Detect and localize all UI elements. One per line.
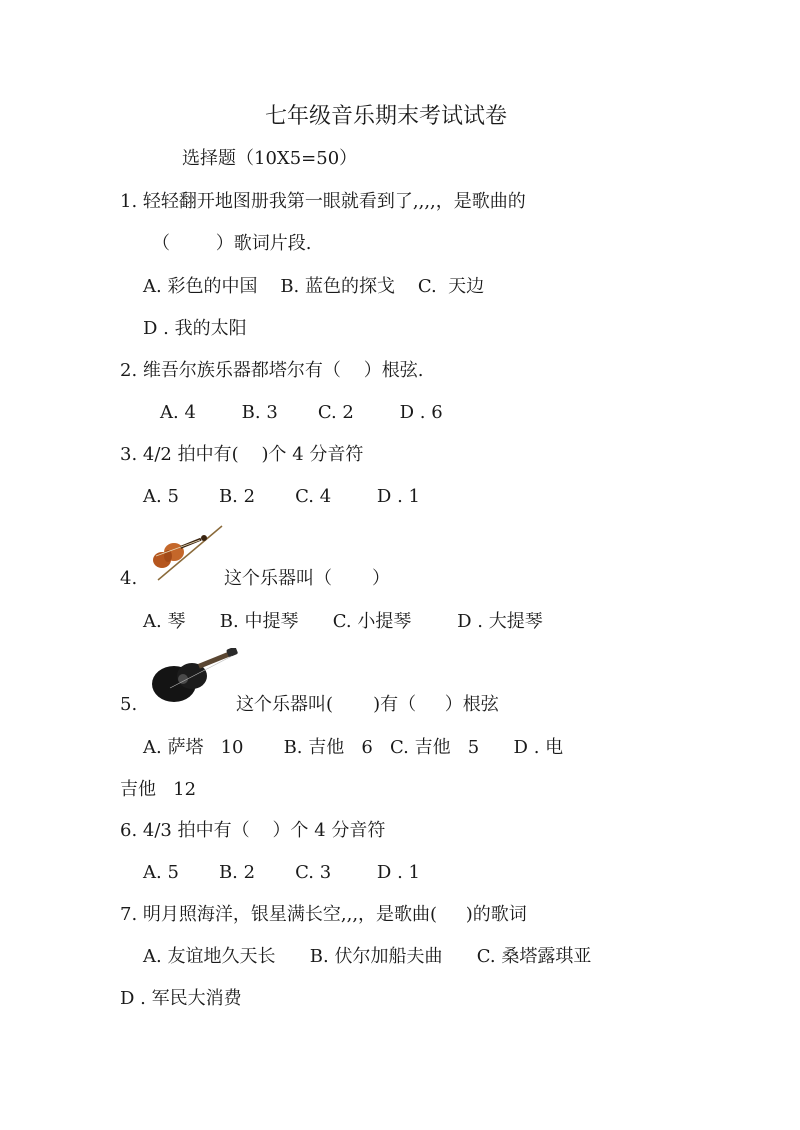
question-7-options-cont: D . 军民大消费 — [120, 988, 242, 1009]
question-6-text: 6. 4/3 拍中有（ ）个 4 分音符 — [120, 820, 386, 841]
question-6-options: A. 5 B. 2 C. 3 D . 1 — [143, 862, 420, 883]
section-heading: 选择题（10X5=50） — [182, 148, 358, 169]
question-1-text: 1. 轻轻翻开地图册我第一眼就看到了,,,,，是歌曲的 — [120, 191, 526, 212]
question-3-text: 3. 4/2 拍中有( )个 4 分音符 — [120, 444, 364, 465]
question-7-options: A. 友谊地久天长 B. 伏尔加船夫曲 C. 桑塔露琪亚 — [143, 946, 592, 967]
question-7-text: 7. 明月照海洋，银星满长空,,,，是歌曲( )的歌词 — [120, 904, 527, 925]
question-4-text: 这个乐器叫（ ） — [224, 568, 391, 589]
exam-title: 七年级音乐期末考试试卷 — [265, 104, 508, 129]
question-1-options-cont: D . 我的太阳 — [143, 318, 247, 339]
question-1-text-cont: （ ）歌词片段. — [152, 233, 312, 254]
acoustic-guitar-image — [150, 648, 238, 710]
question-1-options: A. 彩色的中国 B. 蓝色的探戈 C. 天边 — [143, 276, 485, 297]
question-4-number: 4. — [120, 568, 138, 589]
question-5-text: 这个乐器叫( )有（ ）根弦 — [236, 694, 499, 715]
question-3-options: A. 5 B. 2 C. 4 D . 1 — [143, 486, 420, 507]
violin-image — [150, 522, 226, 584]
question-5-options: A. 萨塔 10 B. 吉他 6 C. 吉他 5 D . 电 — [143, 737, 564, 758]
question-5-number: 5. — [120, 694, 138, 715]
question-4-options: A. 琴 B. 中提琴 C. 小提琴 D . 大提琴 — [143, 611, 543, 632]
question-2-options: A. 4 B. 3 C. 2 D . 6 — [160, 402, 443, 423]
question-5-options-cont: 吉他 12 — [120, 779, 197, 800]
question-2-text: 2. 维吾尔族乐器都塔尔有（ ）根弦. — [120, 360, 424, 381]
